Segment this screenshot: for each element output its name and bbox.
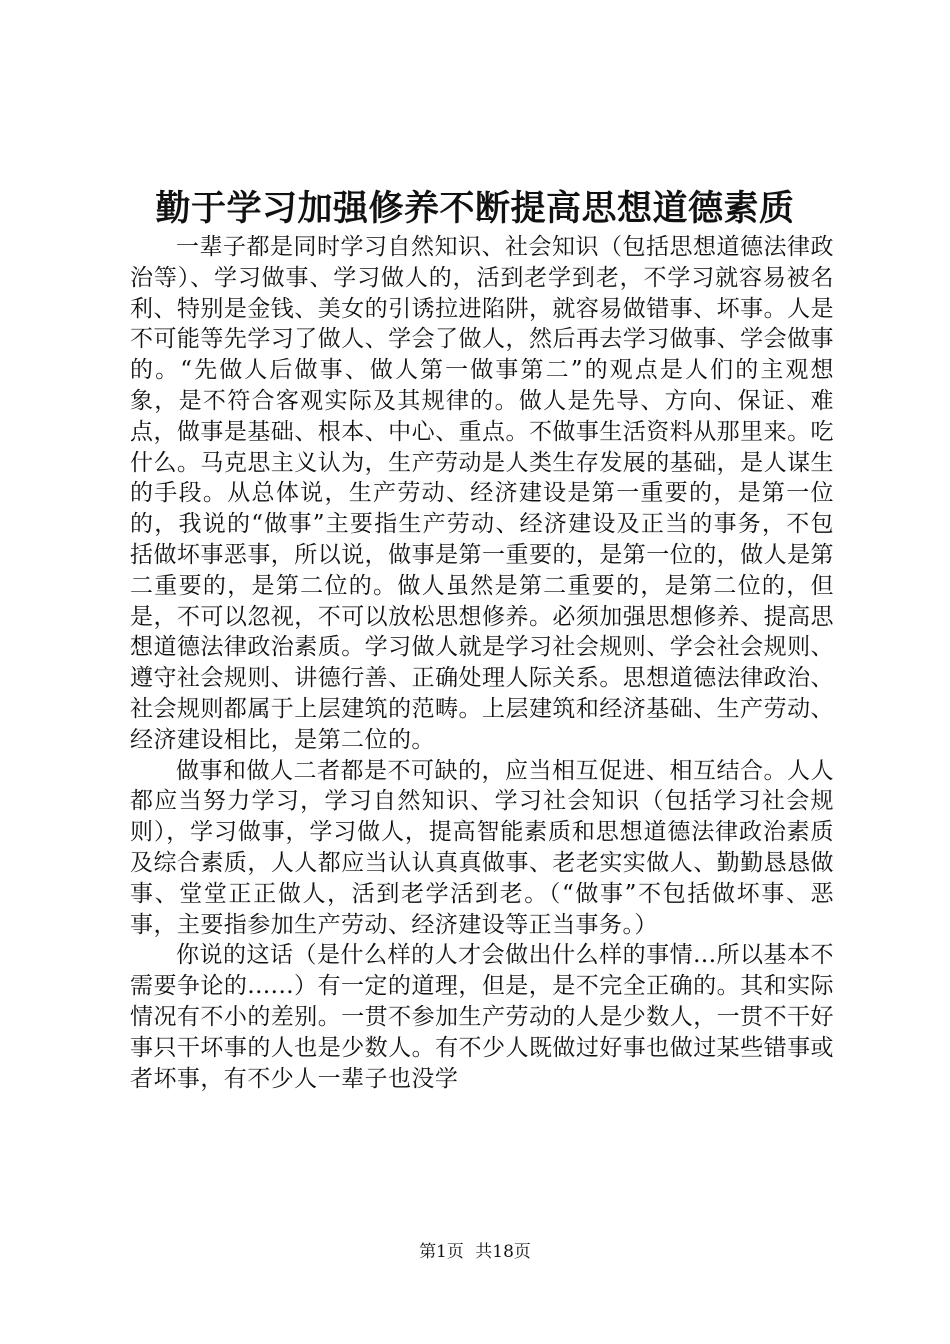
paragraph: 做事和做人二者都是不可缺的，应当相互促进、相互结合。人人都应当努力学习，学习自然知识、学习社会知识（包括学习社会规则），学习做事，学习做人，提高智能素质和思想道德法律政治素质及综合素质，人人都应当认认真真做事、老老实实做人、勤勤恳恳做事、堂堂正正做人，活到老学活到老。（“做事”不包括做坏事、恶事，主要指参加生产劳动、经济建设等正当事务。） [130,757,834,938]
page-total: 共18页 [475,1242,531,1262]
paragraph: 你说的这话（是什么样的人才会做出什么样的事情...所以基本不需要争论的......）有一定的道理，但是，是不完全正确的。其和实际情况有不小的差别。一贯不参加生产劳动的人是少数人，一贯不干好事只干坏事的人也是少数人。有不少人既做过好事也做过某些错事或者坏事，有不少人一辈子也没学 [130,942,834,1092]
document-body [130,232,834,1094]
document-title: 勤于学习加强修养不断提高思想道德素质 [155,188,795,229]
page-number: 第1页 [419,1242,464,1262]
paragraph: 一辈子都是同时学习自然知识、社会知识（包括思想道德法律政治等）、学习做事、学习做人的，活到老学到老，不学习就容易被名利、特别是金钱、美女的引诱拉进陷阱，就容易做错事、坏事。人是不可能等先学习了做人、学会了做人，然后再去学习做事、学会做事的。“先做人后做事、做人第一做事第二”的观点是人们的主观想象，是不符合客观实际及其规律的。做人是先导、方向、保证、难点，做事是基础、根本、中心、重点。不做事生活资料从那里来。吃什么。马克思主义认为，生产劳动是人类生存发展的基础，是人谋生的手段。从总体说，生产劳动、经济建设是第一重要的，是第一位的，我说的“做事”主要指生产劳动、经济建设及正当的事务，不包括做坏事恶事，所以说，做事是第一重要的，是第一位的，做人是第二重要的，是第二位的。做人虽然是第二重要的，是第二位的，但是，不可以忽视，不可以放松思想修养。必须加强思想修养、提高思想道德法律政治素质。学习做人就是学习社会规则、学会社会规则、遵守社会规则、讲德行善、正确处理人际关系。思想道德法律政治、社会规则都属于上层建筑的范畴。上层建筑和经济基础、生产劳动、经济建设相比，是第二位的。 [130,234,834,753]
page-footer [0,1240,950,1264]
